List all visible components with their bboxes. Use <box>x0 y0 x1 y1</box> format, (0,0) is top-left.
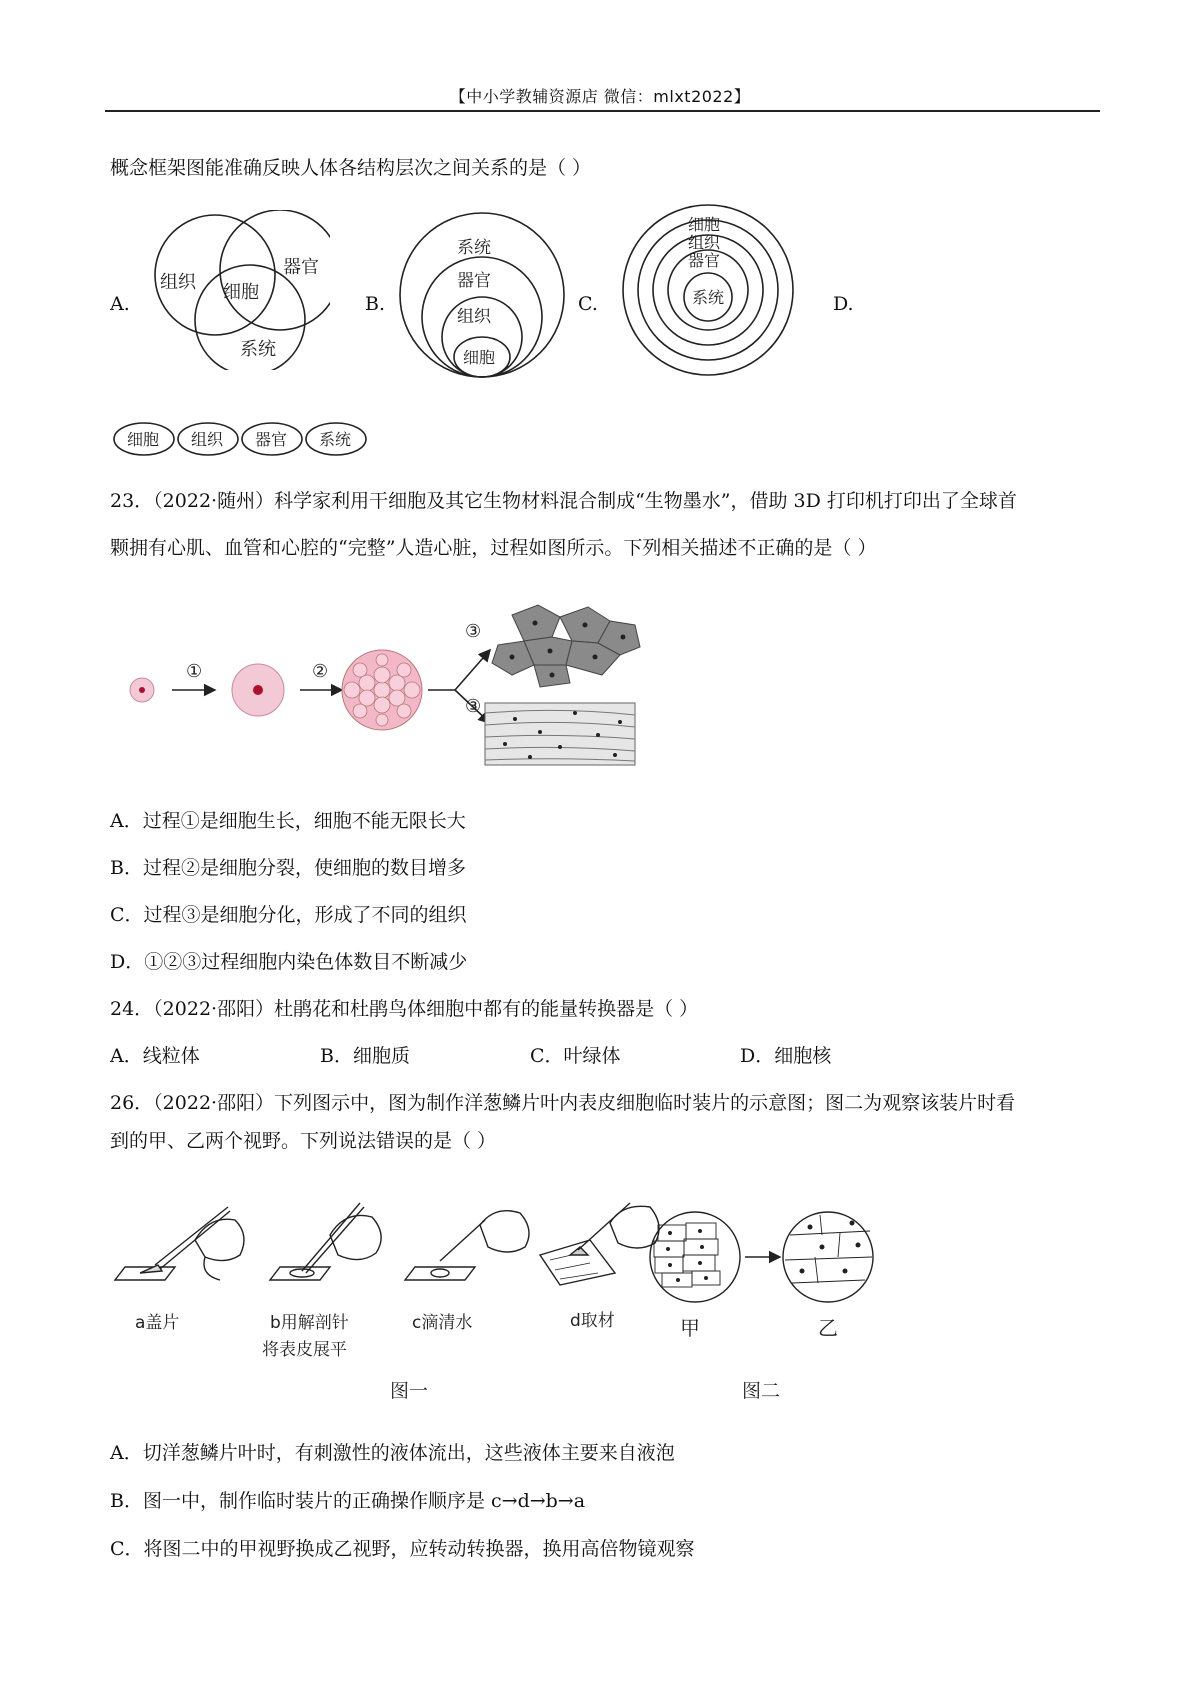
chain-label-cell: 细胞 <box>127 430 160 449</box>
step-d-label: d取材 <box>570 1311 615 1331</box>
q24-option-a: A．线粒体 <box>110 1045 200 1067</box>
view-jia-circle <box>650 1212 740 1302</box>
q22-diagram-c-concentric <box>618 200 798 380</box>
step-b-label-line-1: b用解剖针 <box>270 1313 349 1333</box>
concentric-c-label-cell: 细胞 <box>688 215 721 234</box>
step-c-label: c滴清水 <box>412 1313 473 1333</box>
q26-option-b: B．图一中，制作临时装片的正确操作顺序是 c→d→b→a <box>110 1490 586 1512</box>
q24-option-d: D．细胞核 <box>740 1045 832 1067</box>
nested-b-label-system: 系统 <box>457 238 491 258</box>
q26-figures <box>110 1195 910 1415</box>
q26-stem-line-2: 到的甲、乙两个视野。下列说法错误的是（ ） <box>110 1130 497 1152</box>
q26-option-a: A．切洋葱鳞片叶时，有刺激性的液体流出，这些液体主要来自液泡 <box>110 1442 675 1464</box>
q23-option-a: A．过程①是细胞生长，细胞不能无限长大 <box>110 810 466 832</box>
q22-stem: 概念框架图能准确反映人体各结构层次之间关系的是（ ） <box>110 157 592 179</box>
view-jia-nuclei <box>666 1229 708 1282</box>
q23-process-diagram <box>120 595 700 770</box>
step-b-drawing <box>270 1203 381 1280</box>
chain-label-system: 系统 <box>319 430 352 449</box>
view-yi-circle <box>783 1212 873 1302</box>
q22-diagram-a-venn <box>145 210 330 370</box>
concentric-c-label-tissue: 组织 <box>688 233 721 252</box>
q23-stem-line-1: 23．（2022·随州）科学家利用干细胞及其它生物材料混合制成“生物墨水”，借助 3D 打印机打印出了全球首 <box>110 490 1017 512</box>
process-label-3-lower: ③ <box>465 696 482 717</box>
view-jia-label: 甲 <box>680 1316 700 1340</box>
concentric-c-label-system: 系统 <box>692 288 725 307</box>
q26-option-c: C．将图二中的甲视野换成乙视野，应转动转换器，换用高倍物镜观察 <box>110 1538 695 1560</box>
q24-option-b: B．细胞质 <box>320 1045 410 1067</box>
venn-label-cell: 细胞 <box>223 282 259 303</box>
process-label-3-upper: ③ <box>465 621 482 642</box>
q22-option-a-letter: A. <box>110 293 130 315</box>
dividing-cell-cluster <box>342 650 422 730</box>
chain-label-organ: 器官 <box>255 430 288 449</box>
q22-option-d-letter: D. <box>833 293 854 315</box>
arrow-process-3-upper <box>455 650 490 690</box>
step-b-label-line-2: 将表皮展平 <box>262 1340 347 1360</box>
header-divider <box>105 110 1100 112</box>
small-cell-nucleus <box>139 687 145 693</box>
chain-label-tissue: 组织 <box>191 430 224 449</box>
q23-option-d: D．①②③过程细胞内染色体数目不断减少 <box>110 951 468 973</box>
nested-b-label-cell: 细胞 <box>463 348 496 367</box>
step-d-drawing <box>540 1203 659 1285</box>
venn-label-organ: 器官 <box>283 257 319 278</box>
view-yi-label: 乙 <box>818 1316 838 1340</box>
q24-stem: 24．（2022·邵阳）杜鹃花和杜鹃鸟体细胞中都有的能量转换器是（ ） <box>110 998 699 1020</box>
step-a-label: a盖片 <box>135 1313 180 1333</box>
step-c-drawing <box>405 1211 529 1280</box>
q22-diagram-b-nested <box>395 210 570 380</box>
figure-1-caption: 图一 <box>390 1380 429 1402</box>
q26-stem-line-1: 26．（2022·邵阳）下列图示中，图为制作洋葱鳞片叶内表皮细胞临时装片的示意图；图二为观察该装片时看 <box>110 1092 1016 1114</box>
process-label-2: ② <box>312 661 329 682</box>
q22-diagram-d-chain <box>112 420 372 458</box>
concentric-c-label-organ: 器官 <box>688 251 721 270</box>
q23-option-c: C．过程③是细胞分化，形成了不同的组织 <box>110 904 467 926</box>
page-header: 【中小学教辅资源店 微信：mlxt2022】 <box>449 87 751 106</box>
differentiated-tissue-lower <box>485 703 635 765</box>
process-label-1: ① <box>186 661 203 682</box>
venn-label-tissue: 组织 <box>160 272 196 293</box>
view-yi-nuclei <box>800 1221 861 1274</box>
q23-option-b: B．过程②是细胞分裂，使细胞的数目增多 <box>110 857 466 879</box>
nested-b-label-organ: 器官 <box>457 271 491 291</box>
q24-option-c: C．叶绿体 <box>530 1045 621 1067</box>
figure-2-caption: 图二 <box>742 1380 781 1402</box>
q22-option-c-letter: C. <box>578 293 598 315</box>
grown-cell-nucleus <box>253 685 263 695</box>
differentiated-tissue-upper <box>492 605 640 687</box>
q22-option-b-letter: B. <box>365 293 386 315</box>
venn-label-system: 系统 <box>240 339 276 360</box>
nested-b-label-tissue: 组织 <box>457 307 491 327</box>
step-a-drawing <box>115 1207 244 1280</box>
q23-stem-line-2: 颗拥有心肌、血管和心腔的“完整”人造心脏，过程如图所示。下列相关描述不正确的是（ ） <box>110 537 877 559</box>
